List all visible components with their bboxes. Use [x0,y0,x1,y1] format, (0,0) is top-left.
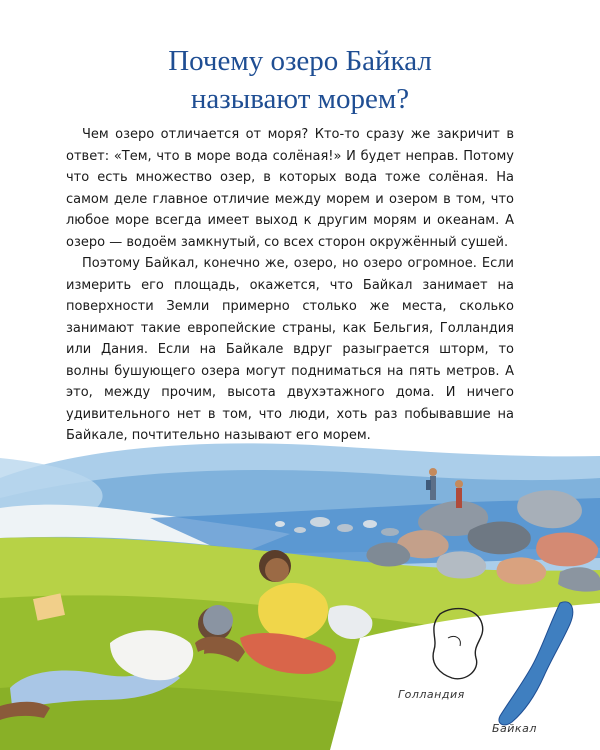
paragraph-2: Поэтому Байкал, конечно же, озеро, но озеро огромное. Если измерить его площадь, окажется, что Байкал занимает на поверхности Земли примерно столько же места, сколько занимают такие европейские страны, как Бельгия, Голландия или Дания. Если на Байкале вдруг разыграется шторм, то волны бушующего озера могут подниматься на пять метров. А это, между прочим, высота двухэтажного дома. И ничего удивительного нет в том, что люди, хоть раз побывавшие на Байкале, почтительно называют его морем. [66,256,514,443]
page-title [40,42,560,118]
paragraph-1: Чем озеро отличается от моря? Кто-то сразу же закричит в ответ: «Тем, что в море вода солёная!» И будет неправ. Потому что есть множество озер, в которых вода тоже солёная. На самом деле главное отличие между морем и озером в том, что любое море всегда имеет выход к другим морям и океанам. А озеро — водоём замкнутый, со всех сторон окружённый сушей. [66,127,514,250]
page-title-line-2: называют морем? [190,83,410,115]
page-title-line-1: Почему озеро Байкал [168,45,432,77]
article-body [66,124,514,447]
holland-label: Голландия [398,688,465,701]
baikal-label: Байкал [492,722,537,735]
lake-shore-illustration [0,438,600,750]
